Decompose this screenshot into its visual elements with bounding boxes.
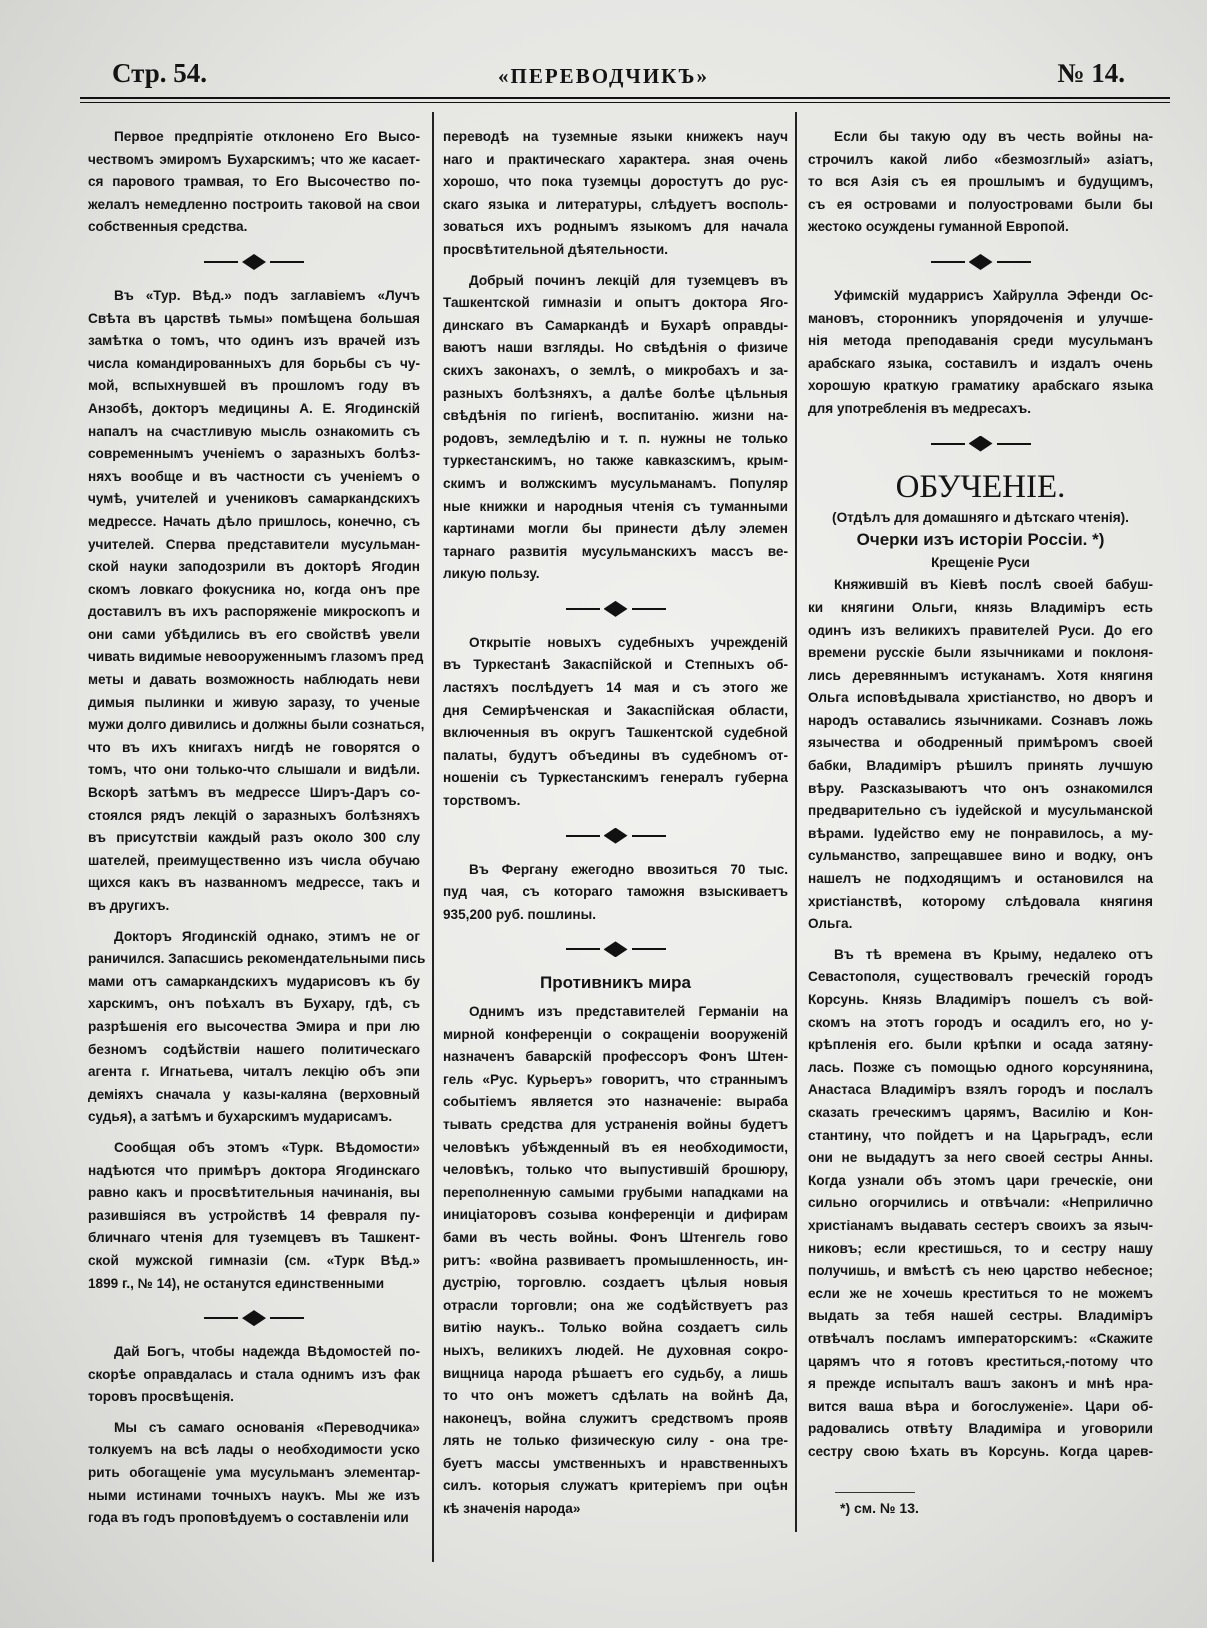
text-line: разившіяся въ устройствѣ 14 февраля пу- bbox=[88, 1207, 420, 1223]
text-line: то вся Азія съ ея прошлымъ и будущимъ, bbox=[808, 174, 1153, 190]
text-line: чествомъ эмиромъ Бухарскимъ; что же касает- bbox=[88, 151, 420, 167]
text-line: для употребленія въ медресахъ. bbox=[808, 400, 1031, 416]
issue-number: № 14. bbox=[1057, 58, 1125, 88]
text-line: тывать средства для устраненія войны будетъ bbox=[443, 1116, 788, 1132]
text-line: наконецъ, война служитъ средствомъ прояв bbox=[443, 1410, 788, 1426]
paragraph bbox=[808, 574, 1153, 936]
text-line: въ другихъ. bbox=[88, 898, 170, 913]
text-line: чумѣ, учителей и учениковъ самаркандскихъ bbox=[88, 491, 420, 507]
text-line: сестру свою ѣхать въ Корсунь. Когда царев- bbox=[808, 1443, 1153, 1459]
text-line: Мы съ самаго основанія «Переводчика» bbox=[114, 1419, 420, 1435]
text-line: ные книжки и народныя чтенія съ туманными bbox=[443, 498, 788, 514]
text-line: лять не только физическую силу - она тре- bbox=[443, 1433, 788, 1449]
paragraph bbox=[88, 126, 420, 239]
text-line: христіанамъ выдавать сестеръ своихъ за языч- bbox=[808, 1217, 1153, 1233]
paragraph bbox=[808, 944, 1153, 1464]
text-line: Открытіе новыхъ судебныхъ учрежденій bbox=[469, 634, 788, 650]
header-rule-top bbox=[80, 97, 1170, 99]
ornament-divider bbox=[88, 1303, 420, 1333]
text-line: вѣру. Разсказываютъ что онъ ознакомился bbox=[808, 780, 1153, 796]
text-line: человѣкъ убѣжденный въ ея необходимости, bbox=[443, 1139, 788, 1155]
text-line: то что онъ можетъ сдѣлать на войнѣ Да, bbox=[443, 1388, 788, 1404]
text-line: доставилъ въ ихъ распоряженіе микроскопъ и bbox=[88, 604, 420, 620]
text-line: желалъ немедленно построить таковой на свои bbox=[88, 196, 420, 212]
text-line: ваютъ наши взгляды. Но свѣдѣнія о физиче bbox=[443, 340, 788, 356]
column-divider bbox=[432, 112, 434, 1562]
text-line: учителей. Сперва представители мусульман- bbox=[88, 536, 420, 552]
paragraph bbox=[88, 926, 426, 1129]
footnote: *) см. № 13. bbox=[840, 1500, 919, 1516]
text-line: напалъ на счастливую мысль ознакомить съ bbox=[88, 423, 420, 439]
text-line: кѣ значенія народа» bbox=[443, 1501, 581, 1517]
text-line: равно какъ и просвѣтительныя начинанія, вы bbox=[88, 1185, 420, 1201]
paragraph bbox=[88, 285, 425, 918]
subheading: Крещеніе Руси bbox=[931, 554, 1030, 570]
text-line: мирной конференціи о сокращеніи вооруженій bbox=[443, 1026, 788, 1042]
text-line: деміяхъ сначала у казы-каляна (верховный bbox=[88, 1086, 420, 1102]
text-line: они сами убѣдились въ его свойствѣ увели bbox=[88, 626, 420, 642]
text-line: хорошо, что пока туземцы доростутъ до рус- bbox=[443, 174, 788, 190]
subheading: (Отдѣлъ для домашняго и дѣтскаго чтенія). bbox=[832, 509, 1129, 525]
text-line: лись деревяннымъ истуканамъ. Хотя княгиня bbox=[808, 667, 1153, 683]
text-line: я прежде испыталъ вашъ законъ и мнѣ нра- bbox=[808, 1376, 1153, 1392]
text-line: Корсунь. Князь Владиміръ пошелъ съ вой- bbox=[808, 992, 1153, 1007]
text-line: ритъ: «война развиваетъ промышленность, ин- bbox=[443, 1252, 788, 1268]
text-line: человѣкъ, только что выпустившій брошюру, bbox=[443, 1162, 788, 1178]
text-line: крѣпленія его. были крѣпки и осада затяну- bbox=[808, 1037, 1153, 1053]
text-line: отрасли торговли; она же содѣйствуетъ раз bbox=[443, 1297, 788, 1313]
text-line: царямъ что я готовъ креститься,-потому что bbox=[808, 1353, 1153, 1369]
text-line: мой, вспыхнувшей въ прошломъ году въ bbox=[88, 378, 420, 394]
ornament-divider bbox=[443, 821, 788, 851]
text-line: замѣтка о томъ, что одинъ изъ врачей изъ bbox=[88, 333, 420, 349]
text-line: ской науки заподозрили въ докторѣ Ягодин bbox=[88, 559, 420, 575]
text-line: назначенъ баварскій профессоръ Фонъ Штен- bbox=[443, 1049, 788, 1065]
text-line: томъ, что они только-что слышали и видѣли. bbox=[88, 762, 420, 778]
section-heading: ОБУЧЕНІЕ. bbox=[895, 468, 1066, 505]
ornament-divider bbox=[808, 247, 1153, 277]
column-2 bbox=[443, 126, 788, 1529]
text-line: толкуемъ на всѣ лады о необходимости уско bbox=[88, 1442, 420, 1458]
text-line: димыя пылинки и живую заразу, то ученые bbox=[88, 694, 420, 710]
text-line: просвѣтительной дѣятельности. bbox=[443, 241, 668, 257]
text-line: дустрію, торговлю. создаетъ цѣлыя новыя bbox=[443, 1275, 788, 1291]
text-line: щихся какъ въ названномъ медрессе, такъ и bbox=[88, 875, 420, 891]
text-line: Сообщая объ этомъ «Турк. Вѣдомости» bbox=[114, 1139, 420, 1155]
text-line: стоялся рядъ лекцій о заразныхъ болѣзняхъ bbox=[88, 807, 420, 823]
text-line: Ольга исповѣдывала христіанство, но дворъ и bbox=[808, 690, 1153, 706]
text-line: если же не хочешь креститься то не можемъ bbox=[808, 1285, 1153, 1301]
text-line: тарнаго развитія мусульманскихъ массъ ве- bbox=[443, 543, 788, 559]
text-line: бличнаго чтенія для туземцевъ въ Ташкент- bbox=[88, 1230, 420, 1246]
text-line: судья), а затѣмъ и бухарскимъ мударисамъ. bbox=[88, 1109, 393, 1125]
text-line: вищница народа рѣшаетъ его судьбу, а лишь bbox=[443, 1365, 788, 1381]
text-line: Ташкентской гимназіи и опытъ доктора Яго- bbox=[443, 295, 788, 311]
text-line: язычества и ободренный примѣромъ своей bbox=[808, 735, 1153, 751]
text-line: ся парового трамвая, то Его Высочество по- bbox=[88, 174, 420, 190]
text-line: сказать греческимъ царямъ, Василію и Кон- bbox=[808, 1104, 1153, 1120]
text-line: меты и давать возможность наблюдать неви bbox=[88, 672, 420, 688]
text-line: безномъ содѣйствіи нашего политическаго bbox=[88, 1041, 420, 1057]
paragraph bbox=[443, 126, 788, 262]
text-line: гель «Рус. Курьеръ» говоритъ, что страннымъ bbox=[443, 1071, 788, 1087]
text-line: харскимъ, онъ поѣхалъ въ Бухару, гдѣ, съ bbox=[88, 996, 420, 1012]
text-line: получишь, и вмѣстѣ съ нею царство небесное; bbox=[808, 1263, 1153, 1279]
series-heading: Очерки изъ исторіи Россіи. *) bbox=[856, 530, 1105, 550]
text-line: вится ваша вѣра и богослуженіе». Цари об- bbox=[808, 1398, 1153, 1414]
ornament-divider bbox=[88, 247, 420, 277]
text-line: Добрый починъ лекцій для туземцевъ въ bbox=[469, 272, 788, 288]
text-line: они не выдадутъ за него своей сестры Анны. bbox=[808, 1150, 1153, 1166]
text-line: 1899 г., № 14), не останутся единственными bbox=[88, 1275, 385, 1291]
text-line: нашелъ не подходящимъ и остановился на bbox=[808, 871, 1153, 887]
text-line: въ присутствіи каждый разъ около 300 слу bbox=[88, 830, 420, 846]
text-line: вѣрами. Іудейство ему не понравилось, а му- bbox=[808, 825, 1153, 841]
header-rule-bottom bbox=[80, 102, 1170, 103]
text-line: числа командированныхъ для борьбы съ чу- bbox=[88, 355, 420, 371]
text-line: событіемъ является это назначеніе: выраба bbox=[443, 1094, 788, 1110]
ornament-divider bbox=[808, 429, 1153, 459]
text-line: одинъ изъ великихъ правителей Руси. До его bbox=[808, 622, 1153, 638]
text-line: года въ годъ проповѣдуемъ о составленіи или bbox=[88, 1510, 409, 1526]
column-1 bbox=[88, 126, 426, 1538]
text-line: Анастаса Владиміръ взялъ городъ и послалъ bbox=[808, 1082, 1153, 1098]
text-line: Княжившій въ Кіевѣ послѣ своей бабуш- bbox=[834, 577, 1153, 593]
text-line: зоваться ихъ роднымъ языкомъ для начала bbox=[443, 219, 788, 235]
text-line: отвѣчалъ посламъ императорскимъ: «Скажите bbox=[808, 1330, 1153, 1346]
ornament-divider bbox=[443, 594, 788, 624]
text-line: ношеніи съ Туркестанскимъ генералъ губерна bbox=[443, 770, 788, 786]
text-line: лась. Позже съ помощью одного корсунянина, bbox=[808, 1059, 1153, 1075]
text-line: радовались отвѣту Владиміра и уговорили bbox=[808, 1421, 1153, 1437]
text-line: народъ оставались язычниками. Сознавъ ложь bbox=[808, 712, 1153, 728]
text-line: Докторъ Ягодинскій однако, этимъ не ог bbox=[114, 928, 420, 944]
text-line: Если бы такую оду въ честь войны на- bbox=[834, 129, 1153, 144]
text-line: никовъ; если крестишься, то и сестру нашу bbox=[808, 1240, 1153, 1256]
text-line: Въ «Тур. Вѣд.» подъ заглавіемъ «Лучъ bbox=[114, 287, 420, 303]
paragraph bbox=[808, 126, 1153, 239]
text-line: Въ Фергану ежегодно ввозиться 70 тыс. bbox=[469, 861, 788, 877]
text-line: чивать видимые невооруженнымъ глазомъ пред bbox=[88, 649, 424, 665]
text-line: разрѣшенія его высочества Эмира и при лю bbox=[88, 1018, 420, 1034]
column-divider bbox=[795, 112, 797, 1532]
text-line: скорѣе оправдалась и стала однимъ изъ фак bbox=[88, 1366, 420, 1382]
text-line: строчилъ какой либо «безмозглый» азіатъ, bbox=[808, 151, 1153, 167]
text-line: агента г. Игнатьева, читалъ лекцію объ эпи bbox=[88, 1064, 420, 1080]
text-line: стантину, что пойдетъ и на Царьградъ, если bbox=[808, 1127, 1153, 1143]
text-line: шателей, преимущественно изъ числа обучаю bbox=[88, 852, 420, 868]
text-line: торовъ просвѣщенія. bbox=[88, 1389, 234, 1405]
text-line: сильно огорчились и отвѣчали: «Неприлично bbox=[808, 1195, 1153, 1211]
text-line: Уфимскій мударрисъ Хайрулла Эфенди Ос- bbox=[834, 287, 1153, 303]
text-line: арабскаго языка, составилъ и издалъ очень bbox=[808, 355, 1153, 371]
text-line: Свѣта въ царствѣ тьмы» помѣщена большая bbox=[88, 310, 420, 326]
text-line: выдать за тебя нашей сестры. Владиміръ bbox=[808, 1308, 1153, 1324]
text-line: дня Семирѣченская и Закаспійская области, bbox=[443, 702, 788, 718]
text-line: собственныя средства. bbox=[88, 219, 248, 235]
text-line: Вскорѣ затѣмъ въ медрессе Ширъ-Даръ со- bbox=[88, 785, 420, 801]
text-line: въ Туркестанѣ Закаспійской и Степныхъ об- bbox=[443, 657, 788, 673]
paragraph bbox=[443, 1001, 788, 1521]
text-line: палаты, будутъ объедины въ судебномъ от- bbox=[443, 747, 788, 763]
text-line: скомъ на этотъ городъ и осадилъ его, но у- bbox=[808, 1014, 1153, 1030]
text-line: скомъ ловкаго фокусника но, когда онъ пре bbox=[88, 581, 420, 597]
text-line: Въ тѣ времена въ Крыму, недалеко отъ bbox=[834, 946, 1153, 962]
text-line: Анзобѣ, докторъ медицины А. Е. Ягодинскій bbox=[88, 400, 420, 416]
text-line: свѣдѣнія по гигіенѣ, воспитанію. жизни на- bbox=[443, 408, 788, 424]
text-line: переполненную самыми грубыми нападками на bbox=[443, 1184, 788, 1200]
text-line: надѣются что примѣръ доктора Ягодинскаго bbox=[88, 1162, 420, 1178]
text-line: силъ. которыя служатъ критеріемъ при оцѣн bbox=[443, 1478, 788, 1494]
paragraph bbox=[88, 1137, 420, 1295]
text-line: скимъ и волжскимъ мусульманамъ. Популяр bbox=[443, 475, 788, 491]
text-line: переводѣ на туземные языки книжекъ науч bbox=[443, 129, 788, 144]
paragraph bbox=[808, 285, 1153, 421]
text-line: буетъ массы умственныхъ и нравственныхъ bbox=[443, 1455, 788, 1471]
text-line: хорошую краткую граматику арабскаго языка bbox=[808, 378, 1153, 394]
newspaper-title: «ПЕРЕВОДЧИКЪ» bbox=[498, 64, 709, 88]
text-line: включенныя въ округъ Ташкентской судебной bbox=[443, 725, 788, 741]
text-line: ской мужской гимназіи (см. «Турк Вѣд.» bbox=[88, 1252, 420, 1268]
text-line: ныхъ, великихъ людей. Не духовная сокро- bbox=[443, 1342, 788, 1358]
text-line: сульманство, запрещавшее вино и водку, онъ bbox=[808, 848, 1153, 864]
text-line: наго и практическаго характера. зная очень bbox=[443, 151, 788, 167]
paragraph bbox=[443, 859, 788, 927]
text-line: разныхъ болѣзняхъ, а далѣе болѣе цѣльныя bbox=[443, 385, 788, 401]
paragraph bbox=[88, 1417, 420, 1530]
text-line: Когда узнали объ этомъ цари греческіе, они bbox=[808, 1172, 1153, 1188]
ornament-divider bbox=[443, 934, 788, 964]
text-line: Севастополя, существовалъ греческій городъ bbox=[808, 969, 1153, 985]
text-line: Дай Богъ, чтобы надежда Вѣдомостей по- bbox=[114, 1344, 420, 1360]
text-line: что въ ихъ книгахъ нигдѣ не говорятся о bbox=[88, 739, 420, 755]
footnote-rule bbox=[835, 1492, 915, 1493]
text-line: съ ея островами и полуостровами были бы bbox=[808, 196, 1153, 212]
text-line: пуд чая, съ котораго таможня взыскиваетъ bbox=[443, 884, 788, 900]
text-line: ки княгини Ольги, князь Владиміръ есть bbox=[808, 599, 1153, 615]
text-line: жестоко осуждены гуманной Европой. bbox=[808, 219, 1069, 235]
text-line: медрессе. Начать дѣло пришлось, конечно, съ bbox=[88, 513, 420, 529]
text-line: Однимъ изъ представителей Германіи на bbox=[469, 1004, 788, 1019]
text-line: мужи долго дивились и должны были сознаться, bbox=[88, 717, 425, 733]
text-line: бабки, Владиміръ рѣшилъ принять лучшую bbox=[808, 758, 1153, 774]
text-line: нія метода преподаванія среди мусульманъ bbox=[808, 333, 1153, 349]
text-line: 935,200 руб. пошлины. bbox=[443, 906, 596, 922]
text-line: динскаго въ Самаркандѣ и Бухарѣ оправды- bbox=[443, 317, 788, 333]
text-line: скихъ законахъ, о землѣ, о микробахъ и за- bbox=[443, 362, 788, 378]
column-3 bbox=[808, 126, 1153, 1471]
text-line: раничился. Запасшись рекомендательными пись bbox=[88, 951, 426, 967]
text-line: современнымъ ученіемъ о заразныхъ болѣз- bbox=[88, 446, 420, 462]
text-line: Ольга. bbox=[808, 916, 853, 932]
text-line: времени русскіе были язычниками и поклоня- bbox=[808, 645, 1153, 661]
text-line: картинами могли бы принести дѣлу элемен bbox=[443, 521, 788, 537]
page-number: Стр. 54. bbox=[112, 58, 208, 88]
text-line: торствомъ. bbox=[443, 793, 521, 809]
text-line: рить обогащеніе ума мусульманъ элементар- bbox=[88, 1465, 420, 1481]
text-line: туркестанскимъ, но также кавказскимъ, крым- bbox=[443, 453, 788, 469]
text-line: бами въ честь войны. Фонъ Штенгель гово bbox=[443, 1229, 788, 1245]
paragraph bbox=[443, 632, 788, 813]
article-heading: Противникъ мира bbox=[540, 973, 691, 993]
text-line: ликую пользу. bbox=[443, 566, 540, 582]
text-line: няхъ вообще и въ частности съ ученіемъ о bbox=[88, 468, 420, 484]
text-line: родовъ, земледѣлію и т. п. нужны не только bbox=[443, 430, 788, 446]
text-line: мановъ, сторонникъ упорядоченія и улучше- bbox=[808, 310, 1153, 326]
text-line: Первое предпріятіе отклонено Его Высо- bbox=[114, 129, 420, 144]
paragraph bbox=[88, 1341, 420, 1409]
text-line: предварительно съ іудейской и мусульманской bbox=[808, 803, 1153, 819]
text-line: витію наукъ.. Только война создаетъ силь bbox=[443, 1320, 788, 1336]
paragraph bbox=[443, 270, 788, 586]
text-line: ными истинами точныхъ наукъ. Мы же изъ bbox=[88, 1487, 420, 1503]
text-line: ластяхъ послѣдуетъ 14 мая и съ этого же bbox=[443, 680, 788, 696]
text-line: христіанствѣ, которому слѣдовала княгиня bbox=[808, 893, 1153, 909]
text-line: мами отъ самаркандскихъ мударисовъ къ бу bbox=[88, 973, 420, 989]
text-line: скаго языка и литературы, слѣдуетъ восполь- bbox=[443, 196, 788, 212]
text-line: иниціаторовъ созыва конференціи и дифирам bbox=[443, 1207, 788, 1223]
